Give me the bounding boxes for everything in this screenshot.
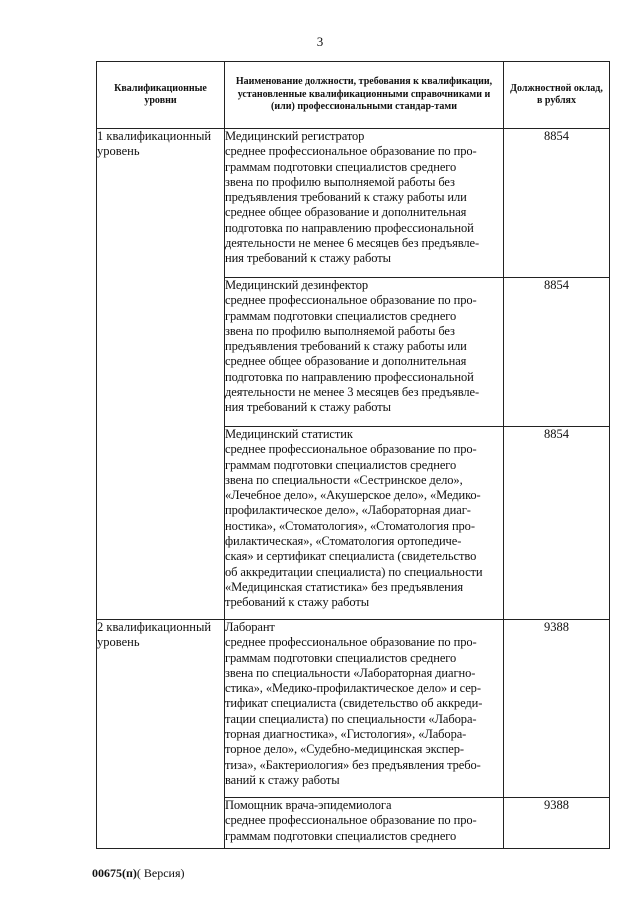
document-version: ( Версия) <box>136 866 185 880</box>
qualification-table <box>96 61 610 849</box>
table-row <box>97 129 610 278</box>
position-medical-disinfector: Медицинский дезинфектор среднее профессиональное образование по про- граммам подготовки специалистов среднего звена по профилю выполняемой работы без предъявления требований к стажу работы или среднее общее образование и дополнительная подготовка по направлению профессиональной деятельности не менее 3 месяцев без предъявле- ния требований к стажу работы <box>225 278 504 427</box>
position-medical-registrar: Медицинский регистратор среднее профессиональное образование по про- граммам подготовки специалистов среднего звена по профилю выполняемой работы без предъявления требований к стажу работы или среднее общее образование и дополнительная подготовка по направлению профессиональной деятельности не менее 6 месяцев без предъявле- ния требований к стажу работы <box>225 129 504 278</box>
level-1-cell: 1 квалификационный уровень <box>97 129 225 620</box>
header-salary: Должностной оклад, в рублях <box>504 62 610 129</box>
salary-cell: 8854 <box>504 278 610 427</box>
position-epidemiologist-assistant: Помощник врача-эпидемиолога среднее профессиональное образование по про- граммам подготовки специалистов среднего <box>225 798 504 849</box>
table-header-row <box>97 62 610 129</box>
page-number: 3 <box>316 34 324 49</box>
position-medical-statistician: Медицинский статистик среднее профессиональное образование по про- граммам подготовки специалистов среднего звена по специальности «Сестринское дело», «Лечебное дело», «Акушерское дело», «Медико- профилактическое дело», «Лабораторная диаг- ностика», «Стоматология», «Стоматология про- филактическая», «Стоматология ортопедиче- ская» и сертификат специалиста (свидетельство об аккредитации специалиста) по специальности «Медицинская статистика» без предъявления требований к стажу работы <box>225 427 504 620</box>
table-row <box>97 620 610 798</box>
position-laboratory-assistant: Лаборант среднее профессиональное образование по про- граммам подготовки специалистов среднего звена по специальности «Лабораторная диагно- стика», «Медико-профилактическое дело» и сер- тификат специалиста (свидетельство об аккреди- тации специалиста) по специальности «Лабора- торная диагностика», «Гистология», «Лабора- торное дело», «Судебно-медицинская экспер- тиза», «Бактериология» без предъявления требо- ваний к стажу работы <box>225 620 504 798</box>
level-2-cell: 2 квалификационный уровень <box>97 620 225 849</box>
salary-cell: 9388 <box>504 620 610 798</box>
salary-cell: 9388 <box>504 798 610 849</box>
document-code: 00675(п) <box>92 866 137 880</box>
header-level: Квалификационные уровни <box>97 62 225 129</box>
salary-cell: 8854 <box>504 427 610 620</box>
salary-cell: 8854 <box>504 129 610 278</box>
header-position: Наименование должности, требования к квалификации, установленные квалификационными справочниками и (или) профессиональными стандар-тами <box>225 62 504 129</box>
footer <box>92 866 185 881</box>
